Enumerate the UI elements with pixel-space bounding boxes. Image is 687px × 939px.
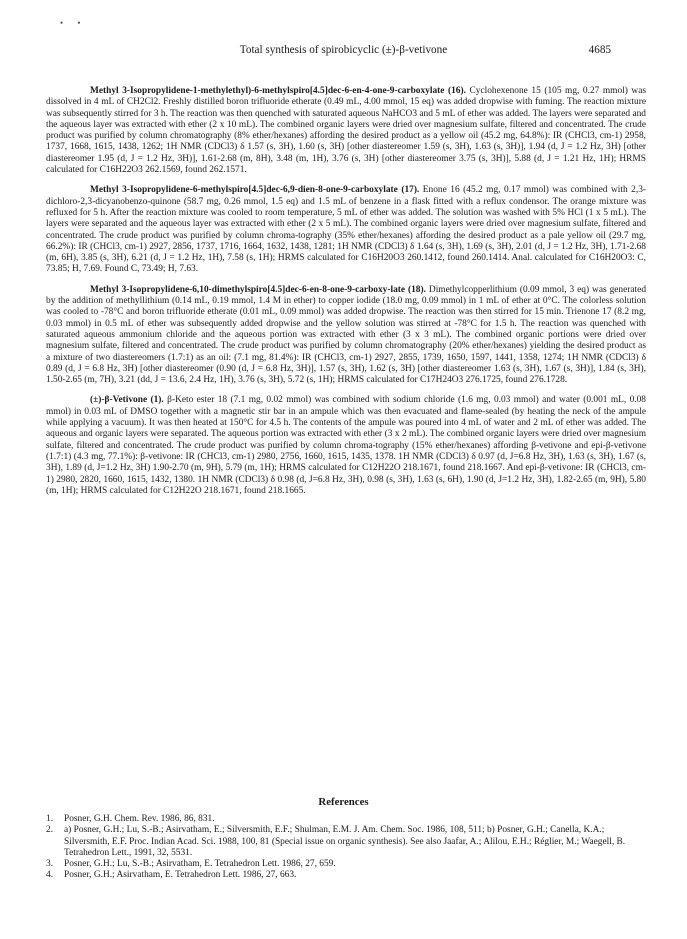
reference-text: a) Posner, G.H.; Lu, S.-B.; Asirvatham, E.; Silversmith, E.F.; Shulman, E.M. J. Am. Chem. Soc. 1986, 108, 511; b) Posner, G.H.; Canella, K.A.; Silversmith, E.F. Proc. Indian Acad. Sci. 1988, 100, 81 (Special issue on organic synthesis). See also Jaafar, A.; Alilou, E.H.; Réglier, M.; Waegell, B. Tetrahedron Lett., 1991, 32, 5531. [64, 825, 626, 858]
reference-text: Posner, G.H.; Asirvatham, E. Tetrahedron Lett. 1986, 27, 663. [64, 870, 297, 881]
reference-text: Posner, G.H.; Lu, S.-B.; Asirvatham, E. Tetrahedron Lett. 1986, 27, 659. [64, 859, 336, 870]
reference-item [46, 870, 646, 881]
running-title: Total synthesis of spirobicyclic (±)-β-vetivone [239, 44, 448, 56]
reference-number: 2. [46, 825, 54, 836]
procedure-text: Cyclohexenone 15 (105 mg, 0.27 mmol) was dissolved in 4 mL of CH2Cl2. Freshly distilled boron trifluoride etherate (0.49 mL, 4.00 mmol, 15 eq) was added dropwise with fuming. The reaction mixture was subsequently stirred for 3 h. The reaction was then quenched with saturated aqueous NaHCO3 and 5 mL of ether was added. The layers were separated and the aqueous layer was extracted with ether (2 x 10 mL). The combined organic layers were dried over magnesium sulfate, filtered and concentrated. The crude product was purified by column chromatography (8% ether/hexanes) affording the desired product as a yellow oil (45.2 mg, 64.8%): IR (CHCl3, cm-1) 2958, 1737, 1668, 1615, 1438, 1262; 1H NMR (CDCl3) δ 1.57 (s, 3H), 1.60 (s, 3H) [other diastereomer 1.59 (s, 3H), 1.63 (s, 3H)], 1.94 (d, J = 1.2 Hz, 3H) [other diastereomer 1.95 (d, J = 1.2 Hz, 3H)], 1.61-2.68 (m, 8H), 3.48 (m, 1H), 3.76 (s, 3H) [other diastereomer 3.75 (s, 3H)], 5.88 (d, J = 1.21 Hz, 1H); HRMS calculated for C16H22O3 262.1569, found 262.1571. [46, 86, 647, 176]
reference-number: 1. [46, 814, 54, 824]
reference-text: Posner, G.H. Chem. Rev. 1986, 86, 831. [64, 814, 215, 824]
procedure-text: Dimethylcopperlithium (0.09 mmol, 3 eq) was generated by the addition of methyllithium (0.14 mL, 0.19 mmol, 1.4 M in ether) to copper iodide (18.0 mg, 0.09 mmol) in 1 mL of ether at 0°C. The colorless solution was cooled to -78°C and boron trifluoride etherate (0.01 mL, 0.09 mmol) was added dropwise. The reaction was then stirred for 15 min. Trienone 17 (8.2 mg, 0.03 mmol) in 0.5 mL of ether was subsequently added dropwise and the yellow solution was stirred at -78°C for 1.5 h. The reaction was quenched with saturated aqueous ammonium chloride and the aqueous portion was extracted with ether (3 x 3 mL). The combined organic portions were dried over magnesium sulfate, filtered and concentrated. The crude product was purified by column chromatography (20% ether/hexanes) yielding the desired product as a mixture of two diastereomers (1.7:1) as an oil: (7.1 mg, 81.4%): IR (CHCl3, cm-1) 2927, 2855, 1739, 1650, 1597, 1441, 1358, 1274; 1H NMR (CDCl3) δ 0.89 (d, J = 6.8 Hz, 3H) [other diastereomer (0.90 (d, J = 6.8 Hz, 3H)], 1.57 (s, 3H), 1.62 (s, 3H) [other diastereomer 1.63 (s, 3H), 1.67 (s, 3H)], 1.84 (s, 3H), 1.50-2.65 (m, 7H), 3.21 (dd, J = 13.6, 2.4 Hz, 1H), 3.76 (s, 3H), 5.72 (s, 1H); HRMS calculated for C17H24O3 276.1725, found 276.1728. [46, 284, 647, 386]
experimental-paragraph [46, 395, 646, 497]
references-heading: References [318, 796, 369, 808]
running-header [0, 44, 687, 60]
compound-heading: Methyl 3-Isopropylidene-1-methylethyl)-6-methylspiro[4.5]dec-6-en-4-one-9-carboxylate (16). [90, 86, 466, 96]
reference-item [46, 859, 646, 870]
reference-number: 4. [46, 870, 54, 881]
experimental-paragraph [46, 185, 646, 275]
references-list [46, 814, 646, 882]
compound-heading: (±)-β-Vetivone (1). [90, 395, 164, 406]
compound-heading: Methyl 3-Isopropylidene-6-methylspiro[4.5]dec-6,9-dien-8-one-9-carboxylate (17). [90, 185, 420, 196]
reference-item [46, 814, 646, 825]
procedure-text: β-Keto ester 18 (7.1 mg, 0.02 mmol) was combined with sodium chloride (1.6 mg, 0.03 mmol) and water (0.001 mL, 0.08 mmol) in 0.03 mL of DMSO together with a magnetic stir bar in an ampule which was then evacuated and flame-sealed (by heating the neck of the ampule while applying a vacuum). It was then heated at 150°C for 4.5 h. The contents of the ampule was poured into 4 mL of water and 2 mL of ether was added. The aqueous and organic layers were separated. The aqueous portion was extracted with ether (3 x 2 mL). The combined organic layers were dried over magnesium sulfate, filtered and concentrated. The crude product was purified by column chroma-tography (15% ether/hexanes) affording β-vetivone and epi-β-vetivone (1.7:1) (4.3 mg, 77.1%): β-vetivone: IR (CHCl3, cm-1) 2980, 2756, 1660, 1615, 1435, 1378. 1H NMR (CDCl3) δ 0.97 (d, J=6.8 Hz, 3H), 1.63 (s, 3H), 1.67 (s, 3H), 1.89 (d, J=1.2 Hz, 3H) 1.90-2.70 (m, 9H), 5.79 (m, 1H); HRMS calculated for C12H22O 218.1671, found 218.1667. And epi-β-vetivone: IR (CHCl3, cm-1) 2980, 2820, 1660, 1615, 1432, 1380. 1H NMR (CDCl3) δ 0.98 (d, J=6.8 Hz, 3H), 0.98 (s, 3H), 1.63 (s, 6H), 1.90 (d, J=1.2 Hz, 3H), 1.82-2.65 (m, 9H), 5.80 (m, 1H); HRMS calculated for C12H22O 218.1671, found 218.1665. [46, 395, 646, 496]
experimental-paragraph [46, 86, 646, 176]
experimental-paragraph [46, 285, 646, 387]
reference-number: 3. [46, 859, 54, 870]
page-number: 4685 [588, 44, 611, 56]
procedure-text: Enone 16 (45.2 mg, 0.17 mmol) was combined with 2,3-dichloro-2,3-dicyanobenzo-quinone (58.7 mg, 0.26 mmol, 1.5 eq) and 1.5 mL of benzene in a flask fitted with a reflux condensor. The orange mixture was refluxed for 5 h. After the reaction mixture was cooled to room temperature, 5 mL of ether was added. The solution was washed with 5% HCl (1 x 5 mL). The layers were separated and the aqueous layer was extracted with ether (2 x 5 mL). The combined organic layers were dried over magnesium sulfate, filtered and concentrated. The crude product was purified by column chroma-tography (35% ether/hexanes) affording the desired product as a pale yellow oil (29.7 mg, 66.2%): IR (CHCl3, cm-1) 2927, 2856, 1737, 1716, 1664, 1632, 1438, 1281; 1H NMR (CDCl3) δ 1.64 (s, 3H), 1.69 (s, 3H), 2.01 (d, J = 1.2 Hz, 3H), 1.71-2.68 (m, 6H), 3.85 (s, 3H), 6.21 (d, J = 1.2 Hz, 1H), 7.58 (s, 1H); HRMS calculated for C16H20O3 260.1412, found 260.1414. Anal. calculated for C16H20O3: C, 73.85; H, 7.69. Found C, 73.49; H, 7.63. [46, 185, 647, 275]
reference-item [46, 825, 646, 859]
experimental-section [46, 86, 646, 506]
compound-heading: Methyl 3-Isopropylidene-6,10-dimethylspiro[4.5]dec-6-en-8-one-9-carboxy-late (18). [90, 284, 426, 295]
scan-specks: • • [60, 18, 87, 28]
